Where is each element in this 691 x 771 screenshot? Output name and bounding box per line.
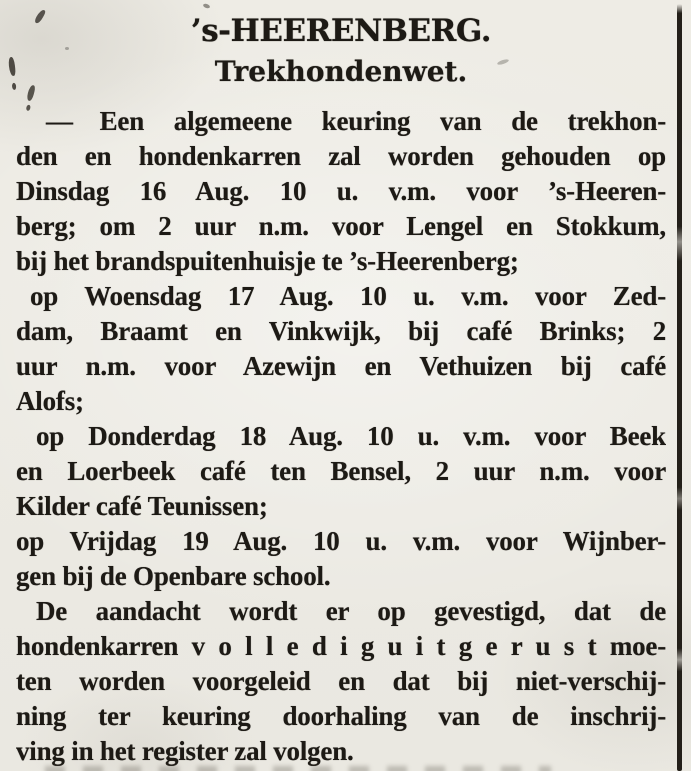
article-line: De aandacht wordt er op gevestigd, dat de <box>36 596 666 626</box>
article-line: dam, Braamt en Vinkwijk, bij café Brinks; 2 <box>16 316 666 346</box>
article-line: op Woensdag 17 Aug. 10 u. v.m. voor Zed- <box>30 281 666 311</box>
article-line: uur n.m. voor Azewijn en Vethuizen bij café <box>16 351 666 381</box>
article-body <box>16 104 666 769</box>
scan-artifact <box>45 766 551 771</box>
article-line: ning ter keuring doorhaling van de inschrij- <box>16 701 666 731</box>
column-rule <box>677 4 682 771</box>
article-line: den en hondenkarren zal worden gehouden op <box>16 141 666 171</box>
article-line: — Een algemeene keuring van de trekhon- <box>46 106 666 136</box>
article-line: berg; om 2 uur n.m. voor Lengel en Stokkum, <box>16 211 666 241</box>
article-line: bij het brandspuitenhuisje te ’s-Heerenberg; <box>16 246 519 276</box>
article-line: en Loerbeek café ten Bensel, 2 uur n.m. voor <box>16 456 666 486</box>
article-line: gen bij de Openbare school. <box>16 561 331 591</box>
article <box>16 0 666 769</box>
article-line: Alofs; <box>16 386 84 416</box>
article-subtitle: Trekhondenwet. <box>214 55 468 88</box>
article-line: Dinsdag 16 Aug. 10 u. v.m. voor ’s-Heeren- <box>16 176 666 206</box>
article-line: op Vrijdag 19 Aug. 10 u. v.m. voor Wijnber- <box>16 526 666 556</box>
article-line: Kilder café Teunissen; <box>16 491 268 521</box>
article-title: ’s-HEERENBERG. <box>190 13 492 49</box>
article-line: op Donderdag 18 Aug. 10 u. v.m. voor Beek <box>36 421 666 451</box>
ink-speck <box>8 57 16 77</box>
article-line: ving in het register zal volgen. <box>16 736 354 766</box>
article-line: hondenkarren v o l l e d i g u i t g e r u s t moe- <box>16 631 666 661</box>
article-line: ten worden voorgeleid en dat bij niet-verschij- <box>16 666 666 696</box>
